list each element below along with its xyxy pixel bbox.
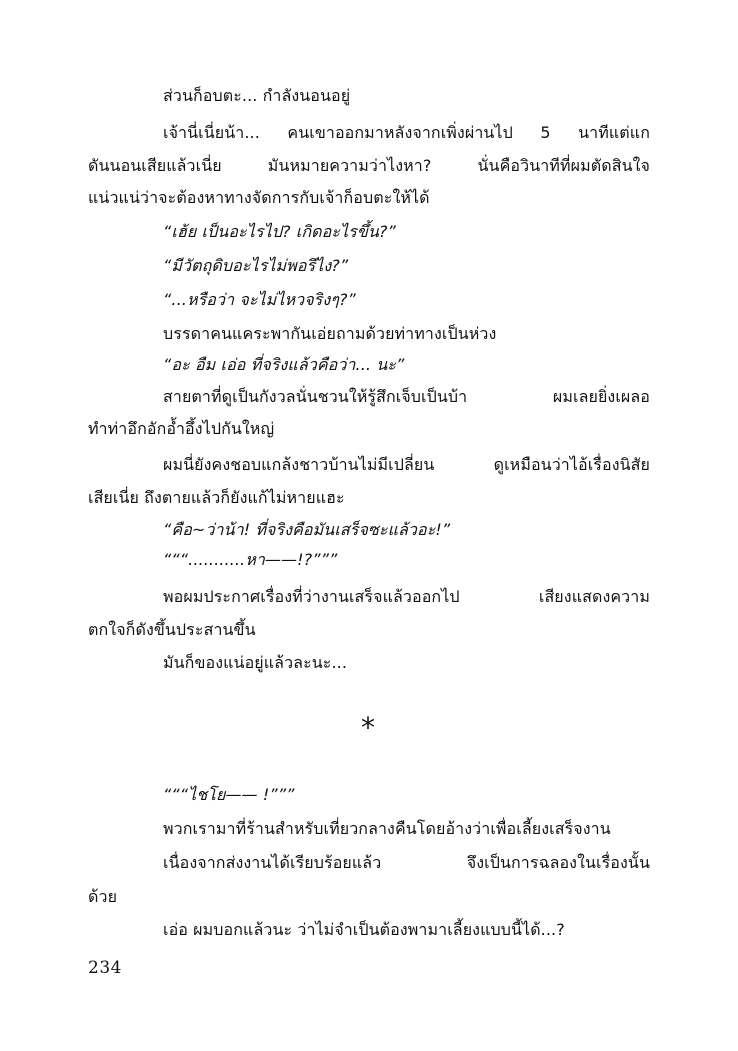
dialogue-line: “““...........หา——!?””” [163,550,338,569]
page-number: 234 [88,958,122,978]
text-line: เนื่องจากส่งงานได้เรียบร้อยแล้ว จึงเป็นการฉลองในเรื่องนั้น [163,853,650,872]
section-divider: * [361,711,375,744]
text-line: สายตาที่ดูเป็นกังวลนั่นชวนให้รู้สึกเจ็บเป็นบ้า ผมเลยยิ่งเผลอ [163,387,650,406]
text-line: เสียเนี่ย ถึงตายแล้วก็ยังแก้ไม่หายแฮะ [88,488,345,507]
text-line: แน่วแน่ว่าจะต้องหาทางจัดการกับเจ้าก็อบตะให้ได้ [88,188,430,207]
dialogue-line: “มีวัตถุดิบอะไรไม่พอรึไง?” [163,256,349,275]
text-line: ด้วย [88,887,118,906]
text-line: ดันนอนเสียแล้วเนี่ย มันหมายความว่าไงหา? นั่นคือวินาทีที่ผมตัดสินใจ [88,156,650,175]
text-line: พวกเรามาที่ร้านสำหรับเที่ยวกลางคืนโดยอ้างว่าเพื่อเลี้ยงเสร็จงาน [163,819,611,838]
text-line: เจ้านี่เนี่ยน้า... คนเขาออกมาหลังจากเพิ่งผ่านไป 5 นาทีแต่แก [163,123,650,142]
text-line: ส่วนก็อบตะ... กำลังนอนอยู่ [163,86,351,105]
text-line: ตกใจก็ดังขึ้นประสานขึ้น [88,620,256,639]
text-line: บรรดาคนแคระพากันเอ่ยถามด้วยท่าทางเป็นห่วง [163,324,497,343]
text-line: ทำท่าอึกอักอ้ำอึ้งไปกันใหญ่ [88,419,275,438]
text-line: พอผมประกาศเรื่องที่ว่างานเสร็จแล้วออกไป เสียงแสดงความ [163,587,650,606]
text-line: ผมนี่ยังคงชอบแกล้งชาวบ้านไม่มีเปลี่ยน ดูเหมือนว่าไอ้เรื่องนิสัย [163,455,650,474]
text-line: มันก็ของแน่อยู่แล้วละนะ... [163,653,348,672]
dialogue-line: “อะ อืม เอ่อ ที่จริงแล้วคือว่า... นะ” [163,355,405,374]
dialogue-line: “เฮ้ย เป็นอะไรไป? เกิดอะไรขึ้น?” [163,222,396,241]
dialogue-line: “คือ~ว่าน้า! ที่จริงคือมันเสร็จซะแล้วอะ!” [163,520,451,539]
dialogue-line: “...หรือว่า จะไม่ไหวจริงๆ?” [163,290,356,309]
dialogue-line: “““ไชโย—— !””” [163,785,295,804]
text-line: เอ่อ ผมบอกแล้วนะ ว่าไม่จำเป็นต้องพามาเลี้ยงแบบนี้ได้...? [163,920,565,939]
